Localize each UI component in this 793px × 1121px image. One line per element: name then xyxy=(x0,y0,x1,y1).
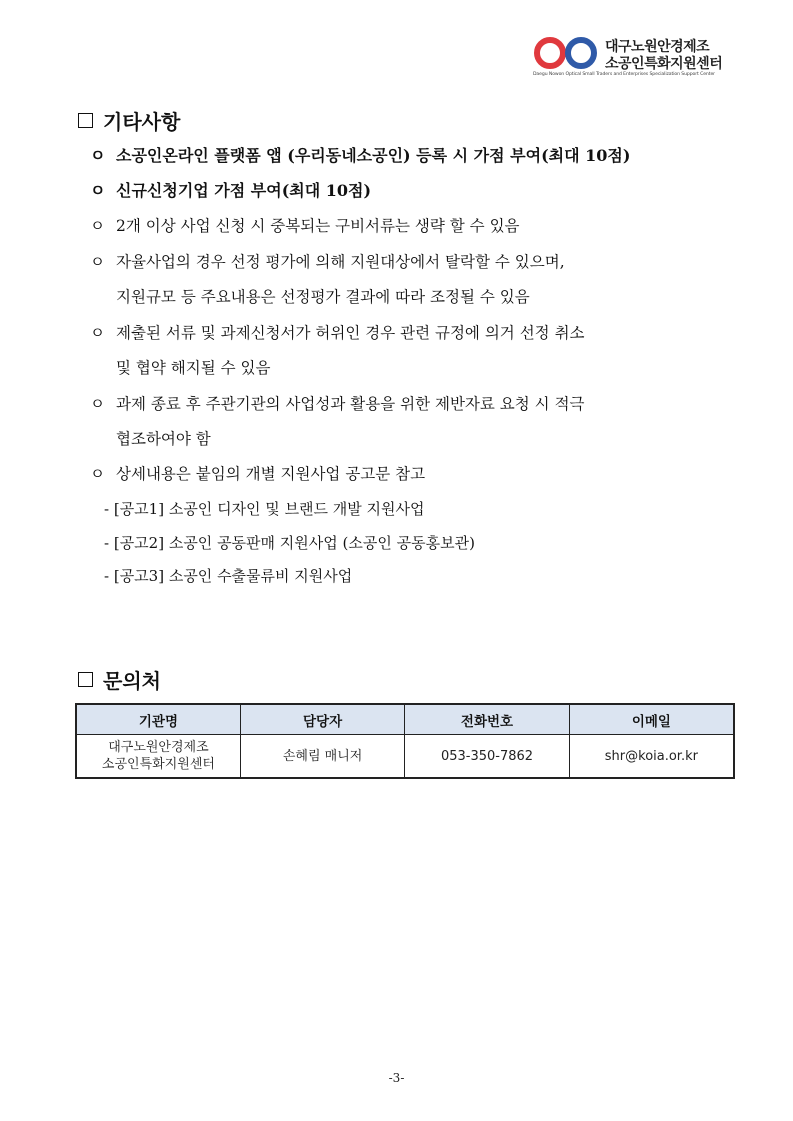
item-text: 2개 이상 사업 신청 시 중복되는 구비서류는 생략 할 수 있음 xyxy=(116,217,520,235)
item-text: 상세내용은 붙임의 개별 지원사업 공고문 참고 xyxy=(116,465,426,483)
section-title-contact xyxy=(78,665,161,694)
contact-table xyxy=(75,703,735,779)
section-box-icon xyxy=(78,113,93,128)
table-row xyxy=(76,735,734,779)
header-manager: 담당자 xyxy=(240,704,404,735)
section-title-misc xyxy=(78,106,180,135)
bullet-icon: ㅇ xyxy=(90,465,105,483)
cell-org xyxy=(76,735,240,779)
header-phone: 전화번호 xyxy=(405,704,569,735)
header-email: 이메일 xyxy=(569,704,734,735)
sub-item-notice2: - [공고2] 소공인 공동판매 지원사업 (소공인 공동홍보관) xyxy=(104,534,475,552)
item-text: 과제 종료 후 주관기관의 사업성과 활용을 위한 제반자료 요청 시 적극 xyxy=(116,395,585,413)
item-text: 자율사업의 경우 선정 평가에 의해 지원대상에서 탈락할 수 있으며, xyxy=(116,253,565,271)
item-text-continued: 및 협약 해지될 수 있음 xyxy=(116,359,271,377)
bullet-icon: ㅇ xyxy=(90,324,105,342)
list-item xyxy=(90,394,585,414)
list-item xyxy=(90,252,565,272)
section-title-text: 문의처 xyxy=(103,669,161,693)
list-item xyxy=(90,216,520,236)
sub-item-notice3: - [공고3] 소공인 수출물류비 지원사업 xyxy=(104,567,353,585)
logo-english-name: Daegu Nowon Optical Small Traders and Enterprises Specialization Support Center xyxy=(533,72,715,77)
sub-item-notice1: - [공고1] 소공인 디자인 및 브랜드 개발 지원사업 xyxy=(104,500,425,518)
bullet-icon: ㅇ xyxy=(90,395,105,413)
list-item xyxy=(90,464,425,484)
list-item xyxy=(90,181,371,201)
center-logo xyxy=(533,34,763,84)
bullet-icon: ㅇ xyxy=(90,253,105,271)
org-line2: 소공인특화지원센터 xyxy=(101,757,215,772)
section-title-text: 기타사항 xyxy=(103,110,181,134)
item-text-continued: 지원규모 등 주요내용은 선정평가 결과에 따라 조정될 수 있음 xyxy=(116,288,530,306)
bullet-icon: ㅇ xyxy=(90,146,106,165)
bullet-icon: ㅇ xyxy=(90,181,106,200)
logo-name-line1: 대구노원안경제조 xyxy=(605,39,710,55)
logo-rings-icon xyxy=(533,36,603,70)
org-line1: 대구노원안경제조 xyxy=(108,740,209,755)
section-box-icon xyxy=(78,672,93,687)
item-text: 신규신청기업 가점 부여(최대 10점) xyxy=(116,181,372,200)
header-org: 기관명 xyxy=(76,704,240,735)
cell-email[interactable]: shr@koia.or.kr xyxy=(569,735,734,779)
item-text-continued: 협조하여야 함 xyxy=(116,430,211,448)
table-header-row xyxy=(76,704,734,735)
cell-manager: 손혜림 매니저 xyxy=(240,735,404,779)
cell-phone: 053-350-7862 xyxy=(405,735,569,779)
item-text: 제출된 서류 및 과제신청서가 허위인 경우 관련 규정에 의거 선정 취소 xyxy=(116,324,585,342)
list-item xyxy=(90,146,630,166)
page-number: -3- xyxy=(388,1071,405,1085)
item-text: 소공인온라인 플랫폼 앱 (우리동네소공인) 등록 시 가점 부여(최대 10점) xyxy=(116,146,631,165)
bullet-icon: ㅇ xyxy=(90,217,105,235)
logo-name-line2: 소공인특화지원센터 xyxy=(605,56,723,72)
list-item xyxy=(90,323,585,343)
